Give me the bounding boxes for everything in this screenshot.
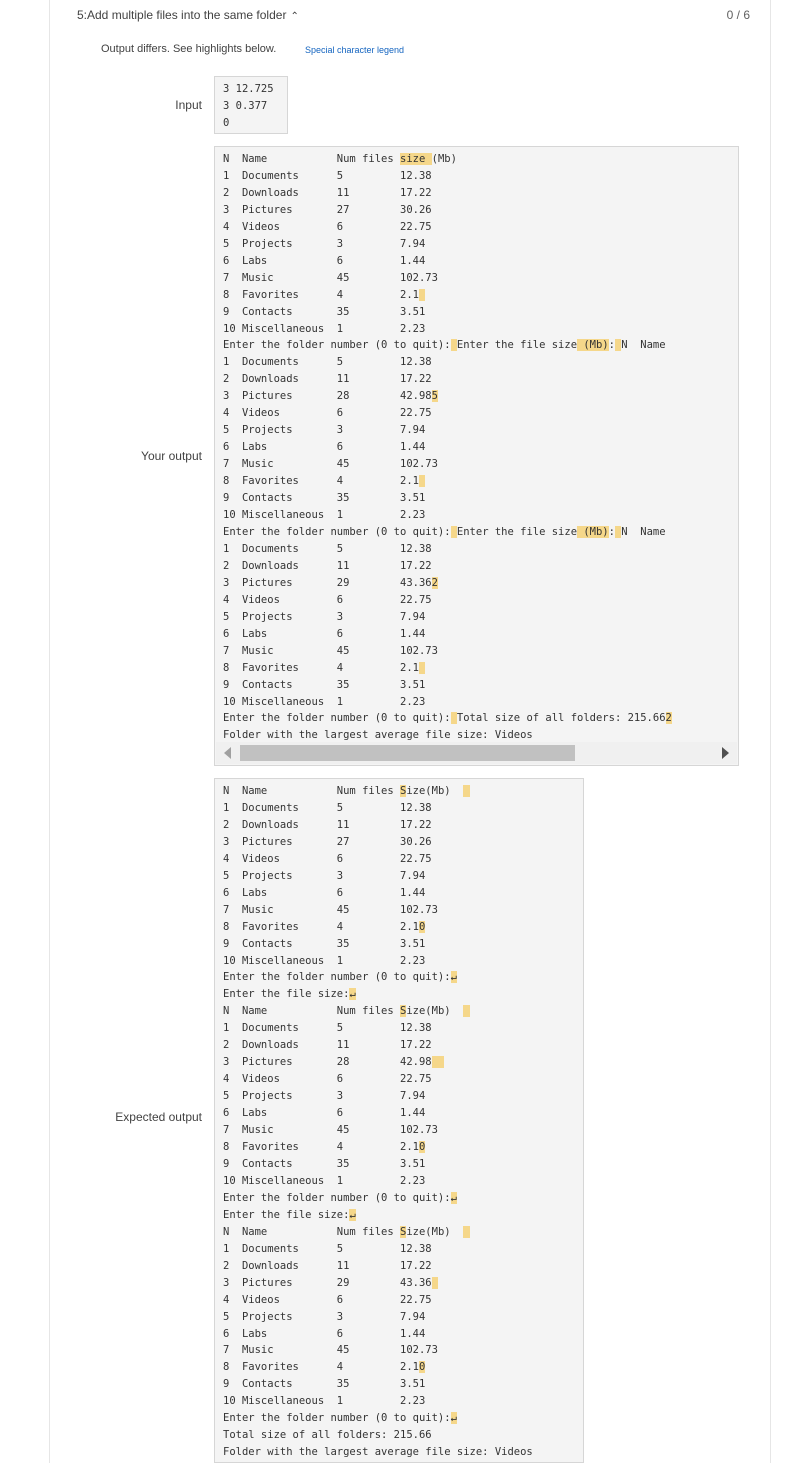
output-text-segment: 1 Documents 5 12.38	[223, 356, 432, 369]
horizontal-scrollbar[interactable]	[216, 742, 737, 764]
output-text-segment: 5 Projects 3 7.94	[223, 424, 426, 437]
scroll-left-arrow-icon[interactable]	[224, 747, 231, 759]
your-output-line	[223, 272, 438, 284]
output-text-segment: N Name Num files	[223, 785, 401, 797]
expected-output-line	[223, 802, 432, 814]
diff-highlight: (Mb)	[577, 339, 609, 352]
expected-output-line	[223, 971, 457, 983]
output-text-segment: :	[608, 525, 615, 538]
diff-highlight: ↵	[450, 971, 457, 984]
output-text-segment: Enter the folder number (0 to quit):	[223, 1412, 451, 1425]
output-text-segment: ize(Mb)	[406, 785, 464, 797]
expected-output-line	[223, 1022, 432, 1034]
your-output-line	[223, 729, 533, 741]
output-text-segment: 9 Contacts 35 3.51	[223, 1157, 426, 1170]
input-box	[214, 76, 288, 134]
expected-output-line	[223, 1277, 438, 1289]
output-text-segment: 8 Favorites 4 2.1	[223, 661, 419, 674]
your-output-box	[214, 146, 739, 766]
your-output-line	[223, 645, 438, 657]
expected-output-line	[223, 1361, 425, 1373]
input-line: 3 0.377	[223, 99, 268, 112]
expected-output-line	[223, 1328, 425, 1340]
output-text-segment: 3 Pictures 27 30.26	[223, 203, 432, 216]
output-text-segment: 4 Videos 6 22.75	[223, 593, 432, 606]
your-output-line	[223, 611, 425, 623]
your-output-line	[223, 407, 432, 419]
output-text-segment: 1 Documents 5 12.38	[223, 542, 432, 555]
your-output-line	[223, 187, 432, 199]
output-text-segment: 3 Pictures 28 42.98	[223, 1056, 432, 1069]
expected-output-line	[223, 1141, 425, 1153]
output-text-segment: 8 Favorites 4 2.1	[223, 475, 419, 488]
output-text-segment: 3 Pictures 27 30.26	[223, 835, 432, 848]
diff-highlight: 2	[431, 576, 438, 589]
output-text-segment: 7 Music 45 102.73	[223, 1124, 438, 1137]
output-text-segment: 3 Pictures 29 43.36	[223, 1276, 432, 1289]
output-text-segment: Folder with the largest average file size: Videos	[223, 1446, 533, 1459]
output-text-segment: 1 Documents 5 12.38	[223, 1242, 432, 1255]
your-output-line	[223, 289, 425, 301]
output-text-segment: N Name Num files	[223, 153, 401, 165]
output-text-segment: 4 Videos 6 22.75	[223, 852, 432, 865]
output-text-segment: Enter the folder number (0 to quit):	[223, 339, 451, 352]
input-line: 3 12.725	[223, 83, 274, 95]
output-text-segment: 10 Miscellaneous 1 2.23	[223, 509, 426, 522]
expected-output-line	[223, 1243, 432, 1255]
diff-highlight: 5	[431, 390, 438, 403]
expected-output-line	[223, 1124, 438, 1136]
expected-output-line	[223, 1090, 425, 1102]
your-output-line	[223, 712, 672, 724]
your-output-line	[223, 424, 425, 436]
diff-highlight: ↵	[349, 988, 356, 1001]
diff-highlight	[419, 289, 425, 301]
diff-highlight: S	[400, 1225, 407, 1238]
diff-highlight	[463, 785, 469, 797]
output-text-segment: 9 Contacts 35 3.51	[223, 937, 426, 950]
diff-highlight: S	[400, 1005, 407, 1018]
scrollbar-thumb[interactable]	[240, 745, 575, 761]
output-text-segment: 6 Labs 6 1.44	[223, 254, 426, 267]
expected-output-line	[223, 819, 432, 831]
your-output-line	[223, 662, 425, 674]
output-text-segment: 7 Music 45 102.73	[223, 644, 438, 657]
your-output-line	[223, 628, 425, 640]
test-score: 0 / 6	[726, 8, 750, 22]
expected-output-line	[223, 988, 356, 1000]
output-text-segment: Total size of all folders: 215.66	[456, 712, 666, 725]
input-line: 0	[223, 116, 230, 129]
your-output-line	[223, 679, 425, 691]
expected-output-line	[223, 1175, 425, 1187]
output-text-segment: N Name	[621, 339, 666, 352]
output-text-segment: 4 Videos 6 22.75	[223, 220, 432, 233]
output-text-segment: 10 Miscellaneous 1 2.23	[223, 954, 426, 967]
your-output-label: Your output	[141, 449, 202, 463]
output-text-segment: 9 Contacts 35 3.51	[223, 305, 426, 318]
output-text-segment: 1 Documents 5 12.38	[223, 801, 432, 814]
output-text-segment: 9 Contacts 35 3.51	[223, 678, 426, 691]
expected-output-box	[214, 778, 584, 1463]
output-text-segment: 2 Downloads 11 17.22	[223, 186, 432, 199]
diff-highlight	[432, 1056, 445, 1068]
output-text-segment: 9 Contacts 35 3.51	[223, 1378, 426, 1391]
diff-highlight: ↵	[349, 1208, 356, 1221]
output-text-segment: Enter the folder number (0 to quit):	[223, 525, 451, 538]
your-output-line	[223, 526, 666, 538]
output-text-segment: 10 Miscellaneous 1 2.23	[223, 695, 426, 708]
diff-highlight: (Mb)	[577, 525, 609, 538]
output-text-segment: Enter the folder number (0 to quit):	[223, 1191, 451, 1204]
diff-message: Output differs. See highlights below.	[101, 43, 277, 55]
diff-highlight: 2	[665, 712, 672, 725]
your-output-line	[223, 238, 425, 250]
output-text-segment: 5 Projects 3 7.94	[223, 237, 426, 250]
test-case-title: 5:Add multiple files into the same folder	[77, 8, 287, 22]
expected-output-line	[223, 1226, 470, 1238]
test-case-header[interactable]	[77, 8, 299, 22]
output-text-segment: N Name	[621, 525, 666, 538]
card-left-border	[49, 0, 50, 1463]
output-text-segment: Total size of all folders: 215.66	[223, 1429, 432, 1442]
your-output-line	[223, 577, 438, 589]
your-output-line	[223, 323, 425, 335]
output-text-segment: 7 Music 45 102.73	[223, 458, 438, 471]
your-output-line	[223, 373, 432, 385]
output-text-segment: Enter the file size:	[223, 988, 350, 1001]
your-output-line	[223, 441, 425, 453]
expected-output-line	[223, 1209, 356, 1221]
output-text-segment: 6 Labs 6 1.44	[223, 886, 426, 899]
expected-output-line	[223, 921, 425, 933]
expected-output-line	[223, 1056, 444, 1068]
expected-output-line	[223, 938, 425, 950]
output-text-segment: 2 Downloads 11 17.22	[223, 1259, 432, 1272]
your-output-line	[223, 170, 432, 182]
output-text-segment: Enter the folder number (0 to quit):	[223, 712, 451, 725]
diff-highlight: 0	[418, 1141, 426, 1154]
expected-output-text	[223, 783, 583, 1461]
scroll-right-arrow-icon[interactable]	[722, 747, 729, 759]
output-text-segment: 7 Music 45 102.73	[223, 1344, 438, 1357]
expected-output-line	[223, 836, 432, 848]
diff-highlight	[419, 475, 425, 487]
expected-output-label: Expected output	[115, 1110, 202, 1124]
output-text-segment: :	[608, 339, 615, 352]
your-output-line	[223, 306, 425, 318]
expected-output-line	[223, 1294, 432, 1306]
output-text-segment: Enter the folder number (0 to quit):	[223, 971, 451, 984]
output-text-segment: 7 Music 45 102.73	[223, 271, 438, 284]
your-output-line	[223, 560, 432, 572]
output-text-segment: 6 Labs 6 1.44	[223, 1327, 426, 1340]
special-character-legend-link[interactable]: Special character legend	[305, 45, 405, 55]
output-text-segment: 10 Miscellaneous 1 2.23	[223, 322, 426, 335]
expected-output-line	[223, 904, 438, 916]
output-text-segment: 4 Videos 6 22.75	[223, 407, 432, 420]
output-text-segment: 5 Projects 3 7.94	[223, 1310, 426, 1323]
your-output-line	[223, 696, 425, 708]
output-text-segment: 5 Projects 3 7.94	[223, 869, 426, 882]
diff-highlight	[463, 1005, 469, 1017]
output-text-segment: 2 Downloads 11 17.22	[223, 818, 432, 831]
your-output-line	[223, 221, 432, 233]
expected-output-line	[223, 1005, 470, 1017]
expected-output-line	[223, 870, 425, 882]
your-output-line	[223, 492, 425, 504]
your-output-line	[223, 594, 432, 606]
input-text	[223, 81, 287, 132]
expected-output-line	[223, 1446, 533, 1458]
output-text-segment: Enter the file size:	[223, 1208, 350, 1221]
expected-output-line	[223, 1378, 425, 1390]
output-text-segment: 5 Projects 3 7.94	[223, 1090, 426, 1103]
output-text-segment: 1 Documents 5 12.38	[223, 169, 432, 182]
diff-highlight: size	[400, 153, 432, 165]
expected-output-line	[223, 1395, 425, 1407]
expected-output-line	[223, 853, 432, 865]
your-output-line	[223, 390, 438, 402]
your-output-line	[223, 543, 432, 555]
output-text-segment: 8 Favorites 4 2.1	[223, 288, 419, 301]
expected-output-line	[223, 955, 425, 967]
output-text-segment: 6 Labs 6 1.44	[223, 441, 426, 454]
output-text-segment: 8 Favorites 4 2.1	[223, 920, 419, 933]
expected-output-line	[223, 1429, 432, 1441]
your-output-line	[223, 339, 666, 351]
output-text-segment: Enter the file size	[456, 525, 578, 538]
output-text-segment: 7 Music 45 102.73	[223, 903, 438, 916]
output-text-segment: 4 Videos 6 22.75	[223, 1293, 432, 1306]
expected-output-line	[223, 1158, 425, 1170]
output-text-segment: 10 Miscellaneous 1 2.23	[223, 1174, 426, 1187]
output-text-segment: 6 Labs 6 1.44	[223, 1107, 426, 1120]
card-right-border	[770, 0, 771, 1463]
output-text-segment: 5 Projects 3 7.94	[223, 610, 426, 623]
your-output-line	[223, 255, 425, 267]
diff-highlight	[432, 1277, 438, 1289]
output-text-segment: Folder with the largest average file size: Videos	[223, 729, 533, 742]
your-output-line	[223, 475, 425, 487]
expected-output-line	[223, 1311, 425, 1323]
output-text-segment: N Name Num files	[223, 1225, 401, 1238]
expected-output-line	[223, 785, 470, 797]
output-text-segment: 2 Downloads 11 17.22	[223, 559, 432, 572]
your-output-line	[223, 356, 432, 368]
chevron-up-icon[interactable]: ⌃	[290, 11, 299, 22]
your-output-line	[223, 509, 425, 521]
expected-output-line	[223, 1260, 432, 1272]
output-text-segment: 2 Downloads 11 17.22	[223, 1039, 432, 1052]
output-text-segment: 2 Downloads 11 17.22	[223, 373, 432, 386]
output-text-segment: 3 Pictures 28 42.98	[223, 390, 432, 403]
output-text-segment: 3 Pictures 29 43.36	[223, 576, 432, 589]
output-text-segment: 10 Miscellaneous 1 2.23	[223, 1395, 426, 1408]
diff-highlight: ↵	[450, 1191, 457, 1204]
expected-output-line	[223, 1344, 438, 1356]
diff-highlight	[419, 662, 425, 674]
expected-output-line	[223, 1412, 457, 1424]
output-text-segment: ize(Mb)	[406, 1005, 464, 1018]
expected-output-line	[223, 1073, 432, 1085]
your-output-line	[223, 153, 457, 165]
output-text-segment: 4 Videos 6 22.75	[223, 1073, 432, 1086]
output-text-segment: 6 Labs 6 1.44	[223, 627, 426, 640]
expected-output-line	[223, 887, 425, 899]
output-text-segment: 9 Contacts 35 3.51	[223, 492, 426, 505]
diff-highlight: 0	[418, 1361, 426, 1374]
output-text-segment: ize(Mb)	[406, 1225, 464, 1238]
output-text-segment: (Mb)	[431, 153, 457, 165]
diff-highlight: S	[400, 785, 407, 797]
output-text-segment: 8 Favorites 4 2.1	[223, 1361, 419, 1374]
your-output-line	[223, 204, 432, 216]
output-text-segment: 1 Documents 5 12.38	[223, 1022, 432, 1035]
input-label: Input	[175, 98, 202, 112]
output-text-segment: N Name Num files	[223, 1005, 401, 1018]
diff-highlight	[463, 1226, 469, 1238]
expected-output-line	[223, 1107, 425, 1119]
diff-highlight: 0	[418, 920, 426, 933]
output-text-segment: 8 Favorites 4 2.1	[223, 1141, 419, 1154]
diff-highlight: ↵	[450, 1412, 457, 1425]
expected-output-line	[223, 1039, 432, 1051]
your-output-line	[223, 458, 438, 470]
output-text-segment: Enter the file size	[456, 339, 578, 352]
your-output-text	[223, 151, 738, 744]
expected-output-line	[223, 1192, 457, 1204]
